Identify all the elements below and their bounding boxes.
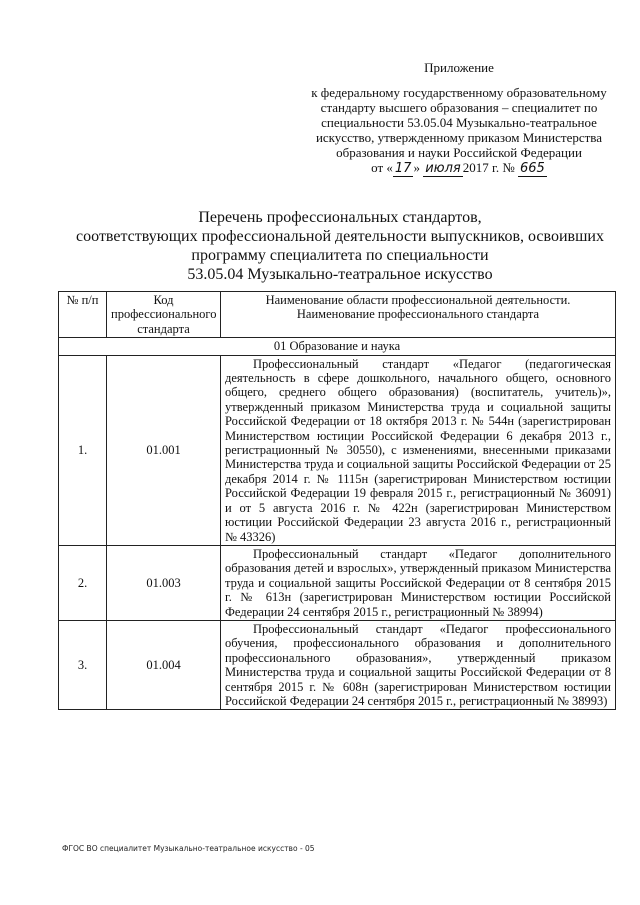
appendix-line: искусство, утвержденному приказом Министерства [315,130,603,145]
appendix-line: к федеральному государственному образовательному [311,85,607,100]
standard-name: Профессиональный стандарт «Педагог профессионального обучения, профессионального образования и дополнительного профессионального образования», утвержденный приказом Министерства труда и социальной защиты Российской Федерации от 8 сентября 2015 г. № 608н (зарегистрирован Министерством юстиции Российской Федерации 24 сентября 2015 г., регистрационный № 38993) [221,620,616,709]
header-name [221,292,616,338]
page-footer: ФГОС ВО специалитет Музыкально-театральное искусство - 05 [62,844,315,853]
header-name-line: Наименование профессионального стандарта [296,307,540,322]
section-row [59,338,616,355]
date-year: 2017 г. № [462,160,515,175]
table-header-row [59,292,616,338]
table-row [59,355,616,545]
appendix-line: стандарту высшего образования – специалитет по [320,100,598,115]
standards-table [58,291,616,710]
standard-code: 01.003 [107,545,221,620]
order-number: 665 [520,161,545,176]
row-number: 3. [59,620,107,709]
title-line: 53.05.04 Музыкально-театральное искусство [187,266,493,283]
date-mid: » [413,160,420,175]
title-line: соответствующих профессиональной деятельности выпускников, освоивших [76,228,604,245]
title-line: Перечень профессиональных стандартов, [198,209,482,226]
table-row [59,545,616,620]
header-name-line: Наименование области профессиональной деятельности. [265,293,571,307]
appendix-line: специальности 53.05.04 Музыкально-театральное [321,115,597,130]
standard-name: Профессиональный стандарт «Педагог дополнительного образования детей и взрослых», утвержденный приказом Министерства труда и социальной защиты Российской Федерации от 8 сентября 2015 г. № 613н (зарегистрирован Министерством юстиции Российской Федерации 24 сентября 2015 г., регистрационный № 38994) [221,545,616,620]
appendix-line: образования и науки Российской Федерации [336,145,582,160]
appendix-title: Приложение [424,60,494,75]
header-num: № п/п [59,292,107,338]
standard-name: Профессиональный стандарт «Педагог (педагогическая деятельность в сфере дошкольного, начального общего, основного общего, среднего общего образования) (воспитатель, учитель)», утвержденный приказом Министерства труда и социальной защиты Российской Федерации от 18 октября 2013 г. № 544н (зарегистрирован Министерством юстиции Российской Федерации 6 декабря 2013 г., регистрационный № 30550), с изменениями, внесенными приказами Министерства труда и социальной защиты Российской Федерации от 25 декабря 2014 г. № 1115н (зарегистрирован Министерством юстиции Российской Федерации 19 февраля 2015 г., регистрационный № 36091) и от 5 августа 2016 г. № 422н (зарегистрирован Министерством юстиции Российской Федерации 23 августа 2016 г., регистрационный № 43326) [221,355,616,545]
row-number: 1. [59,355,107,545]
date-month: июля [425,161,461,176]
date-prefix: от « [371,160,393,175]
row-number: 2. [59,545,107,620]
appendix-block [300,60,618,177]
table-row [59,620,616,709]
section-title: 01 Образование и наука [59,338,616,355]
standard-code: 01.001 [107,355,221,545]
date-day: 17 [394,161,412,176]
document-title [60,208,620,284]
header-code: Код профессионального стандарта [107,292,221,338]
standard-code: 01.004 [107,620,221,709]
title-line: программу специалитета по специальности [191,247,489,264]
order-date-line [300,160,618,177]
